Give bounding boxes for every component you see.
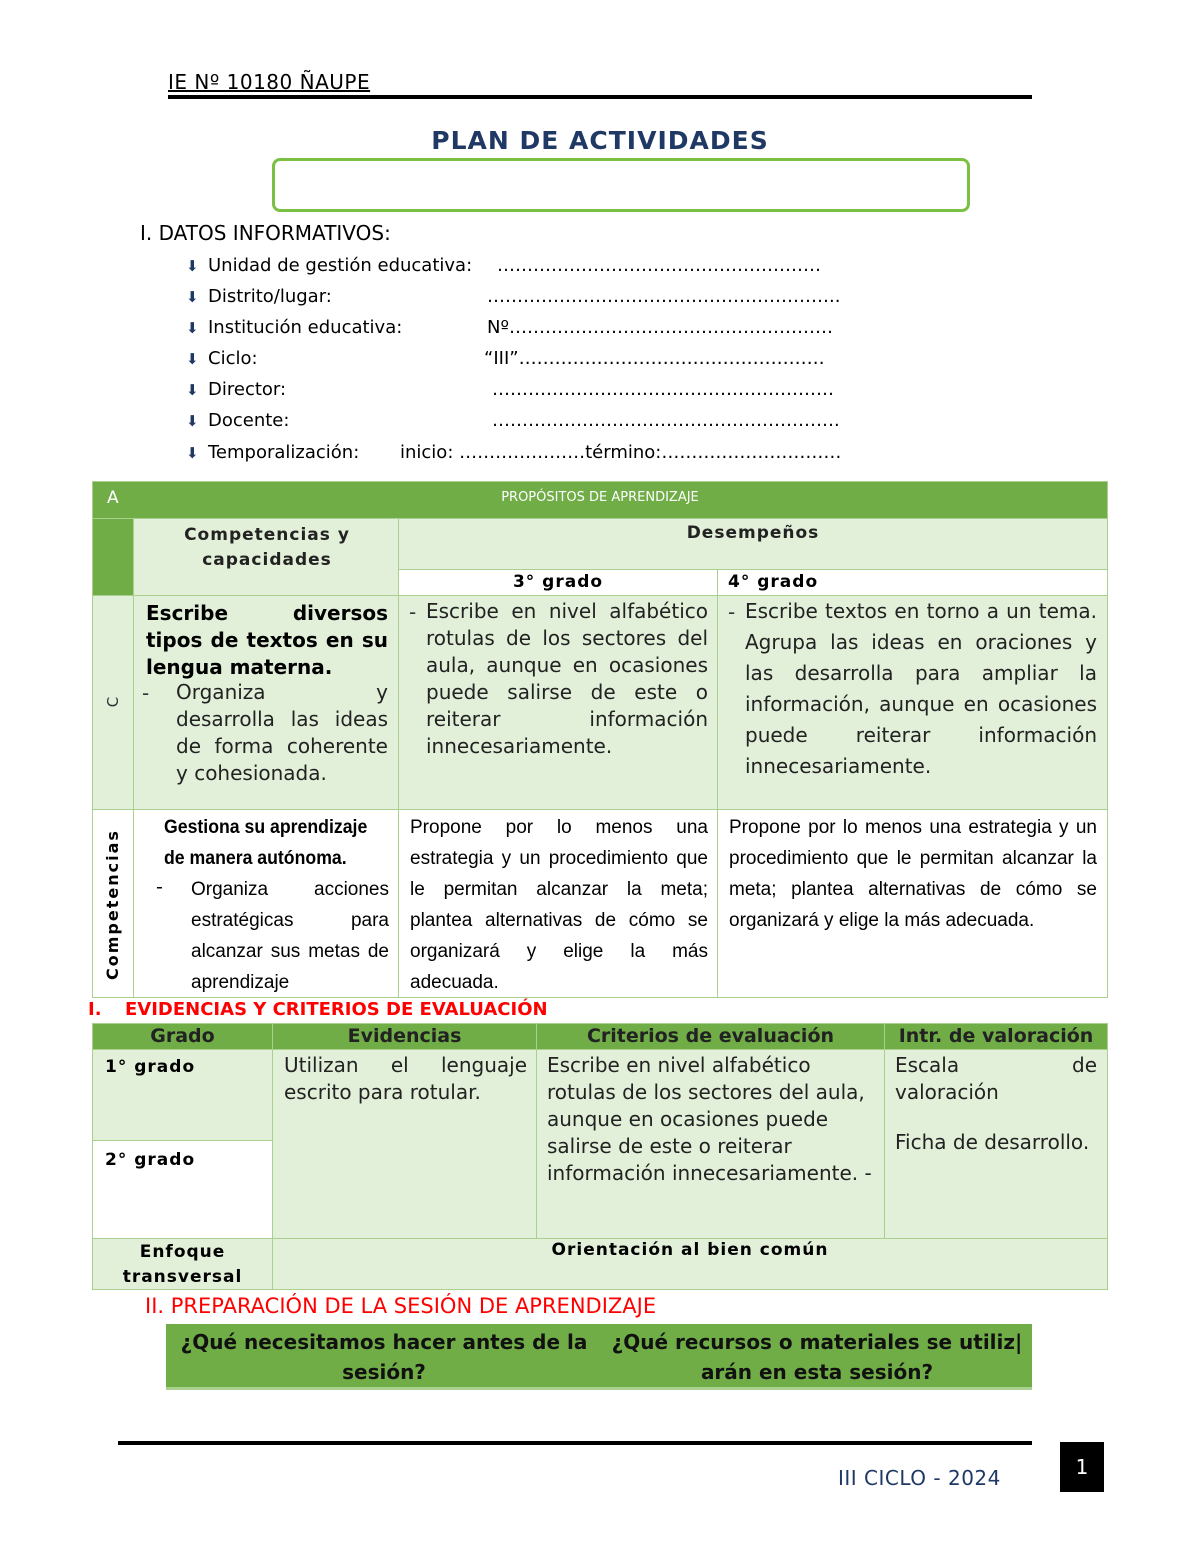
side-band-competencias <box>92 809 134 998</box>
desempeno-text: Escribe en nivel alfabético rotulas de los sectores del aula, aunque en ocasiones puede salirse de este o reiterar información innecesariamente. <box>426 599 708 758</box>
instrument-cell <box>884 1049 1108 1239</box>
enfoque-label: Enfoque transversal <box>122 1242 243 1287</box>
col-header-grado: Grado <box>150 1025 215 1047</box>
evidencias-col-header <box>884 1023 1108 1050</box>
arrow-bullet-icon: ⬇ <box>186 444 199 462</box>
footer-rule <box>118 1441 1032 1445</box>
competencia-title: Escribe diversos tipos de textos en su lengua materna. <box>146 601 388 679</box>
info-row <box>186 442 359 463</box>
evidencias-col-header <box>92 1023 273 1050</box>
instrument-text: Escala de valoración <box>895 1053 1097 1104</box>
side-label-c: C <box>104 696 122 708</box>
desempeno-text: Propone por lo menos una estrategia y un procedimiento que le permitan alcanzar la meta; plantea alternativas de cómo se organizará y elige la más adecuada. <box>729 817 1097 931</box>
competencias-header-label: Competencias y capacidades <box>184 525 350 570</box>
arrow-bullet-icon: ⬇ <box>186 381 199 399</box>
grade1-cell <box>92 1049 273 1141</box>
info-row <box>186 410 289 431</box>
arrow-bullet-icon: ⬇ <box>186 412 199 430</box>
info-label: Docente: <box>208 410 290 431</box>
arrow-bullet-icon: ⬇ <box>186 257 199 275</box>
propositos-header-row <box>92 481 1108 519</box>
preparacion-col2: ¿Qué recursos o materiales se utiliz| arán en esta sesión? <box>611 1330 1023 1384</box>
title-input-box[interactable] <box>272 158 970 212</box>
evidencias-heading-number: I. <box>88 999 102 1020</box>
dash-bullet: - <box>156 876 163 898</box>
desempeno-text: Propone por lo menos una estrategia y un procedimiento que le permitan alcanzar la meta; plantea alternativas de cómo se organizará y elige la más adecuada. <box>410 817 708 993</box>
instrument-text: Ficha de desarrollo. <box>895 1130 1090 1154</box>
side-band-c <box>92 595 134 810</box>
capacidad-text: Organiza y desarrolla las ideas de forma coherente y cohesionada. <box>176 680 388 785</box>
info-value[interactable]: …………………………………………………. <box>492 410 840 431</box>
arrow-bullet-icon: ⬇ <box>186 288 199 306</box>
grade2-cell <box>92 1140 273 1239</box>
page-title: PLAN DE ACTIVIDADES <box>431 126 769 155</box>
info-label: Director: <box>208 379 287 400</box>
info-value[interactable]: inicio: …………………término:………………………… <box>400 442 842 463</box>
enfoque-label-cell <box>92 1238 273 1290</box>
evidencias-col-header <box>272 1023 537 1050</box>
evidencias-col-header <box>536 1023 885 1050</box>
info-value[interactable]: ………………………………………………….. <box>487 286 841 307</box>
preparacion-header-row <box>166 1324 1032 1390</box>
info-row <box>186 317 402 338</box>
propositos-heading: PROPÓSITOS DE APRENDIZAJE <box>501 490 699 505</box>
competencia-title: Gestiona su aprendizaje de manera autónoma. <box>164 817 368 869</box>
grade1-label: 1° grado <box>105 1057 196 1077</box>
col-header-evidencias: Evidencias <box>347 1025 462 1047</box>
col-header-instrumento: Intr. de valoración <box>898 1025 1094 1047</box>
info-label: Distrito/lugar: <box>208 286 332 307</box>
info-row <box>186 255 472 276</box>
side-band-a <box>92 518 134 596</box>
school-name: IE Nº 10180 ÑAUPE <box>168 70 371 94</box>
info-label: Temporalización: <box>208 442 360 463</box>
info-value[interactable]: “III”…………………………………………… <box>484 348 825 369</box>
grade4-label: 4° grado <box>728 572 819 592</box>
preparacion-col1: ¿Qué necesitamos hacer antes de la sesión? <box>180 1330 588 1384</box>
criteria-cell <box>536 1049 885 1239</box>
evidence-text: Utilizan el lenguaje escrito para rotular. <box>284 1053 527 1104</box>
info-value[interactable]: ……………………………………………… <box>497 255 821 276</box>
criteria-text: Escribe en nivel alfabético rotulas de los sectores del aula, aunque en ocasiones puede salirse de este o reiterar información innecesariamente. - <box>547 1053 872 1185</box>
desempeno-g4-cell-2 <box>717 809 1108 998</box>
dash-bullet: - <box>142 681 150 705</box>
col-header-criterios: Criterios de evaluación <box>586 1025 835 1047</box>
info-label: Institución educativa: <box>208 317 403 338</box>
info-value[interactable]: Nº……………………………………………… <box>487 317 833 338</box>
arrow-bullet-icon: ⬇ <box>186 350 199 368</box>
dash-bullet: - <box>728 600 736 624</box>
side-label-competencias: Competencias <box>103 829 122 980</box>
grade3-label: 3° grado <box>512 572 604 592</box>
info-value[interactable]: ………………………………………………… <box>492 379 834 400</box>
header-rule <box>168 95 1032 99</box>
info-row <box>186 348 258 369</box>
evidence-cell <box>272 1049 537 1239</box>
evidencias-heading: EVIDENCIAS Y CRITERIOS DE EVALUACIÓN <box>125 999 548 1020</box>
enfoque-value: Orientación al bien común <box>551 1240 829 1260</box>
competencia-cell-2 <box>133 809 399 998</box>
desempenos-header <box>398 518 1108 570</box>
page-number: 1 <box>1060 1442 1104 1492</box>
info-row <box>186 286 332 307</box>
grade3-header <box>398 569 718 596</box>
grade4-header <box>717 569 1108 596</box>
grade2-label: 2° grado <box>105 1150 196 1170</box>
side-label-a: A <box>107 488 119 508</box>
enfoque-value-cell <box>272 1238 1108 1290</box>
arrow-bullet-icon: ⬇ <box>186 319 199 337</box>
competencias-header <box>133 518 399 596</box>
desempeno-text: Escribe textos en torno a un tema. Agrupa las ideas en oraciones y las desarrolla para ampliar la información, aunque en ocasiones puede reiterar información innecesariamente. <box>745 599 1097 778</box>
desempeno-g3-cell-1 <box>398 595 718 810</box>
desempenos-header-label: Desempeños <box>686 523 820 543</box>
info-label: Ciclo: <box>208 348 258 369</box>
datos-heading: I. DATOS INFORMATIVOS: <box>140 221 391 245</box>
dash-bullet: - <box>409 600 417 624</box>
capacidad-text: Organiza acciones estratégicas para alcanzar sus metas de aprendizaje <box>191 879 389 993</box>
desempeno-g4-cell-1 <box>717 595 1108 810</box>
preparacion-heading: II. PREPARACIÓN DE LA SESIÓN DE APRENDIZAJE <box>145 1294 657 1318</box>
footer-cycle: III CICLO - 2024 <box>838 1466 1001 1490</box>
info-label: Unidad de gestión educativa: <box>208 255 473 276</box>
desempeno-g3-cell-2 <box>398 809 718 998</box>
competencia-cell-1 <box>133 595 399 810</box>
info-row <box>186 379 286 400</box>
